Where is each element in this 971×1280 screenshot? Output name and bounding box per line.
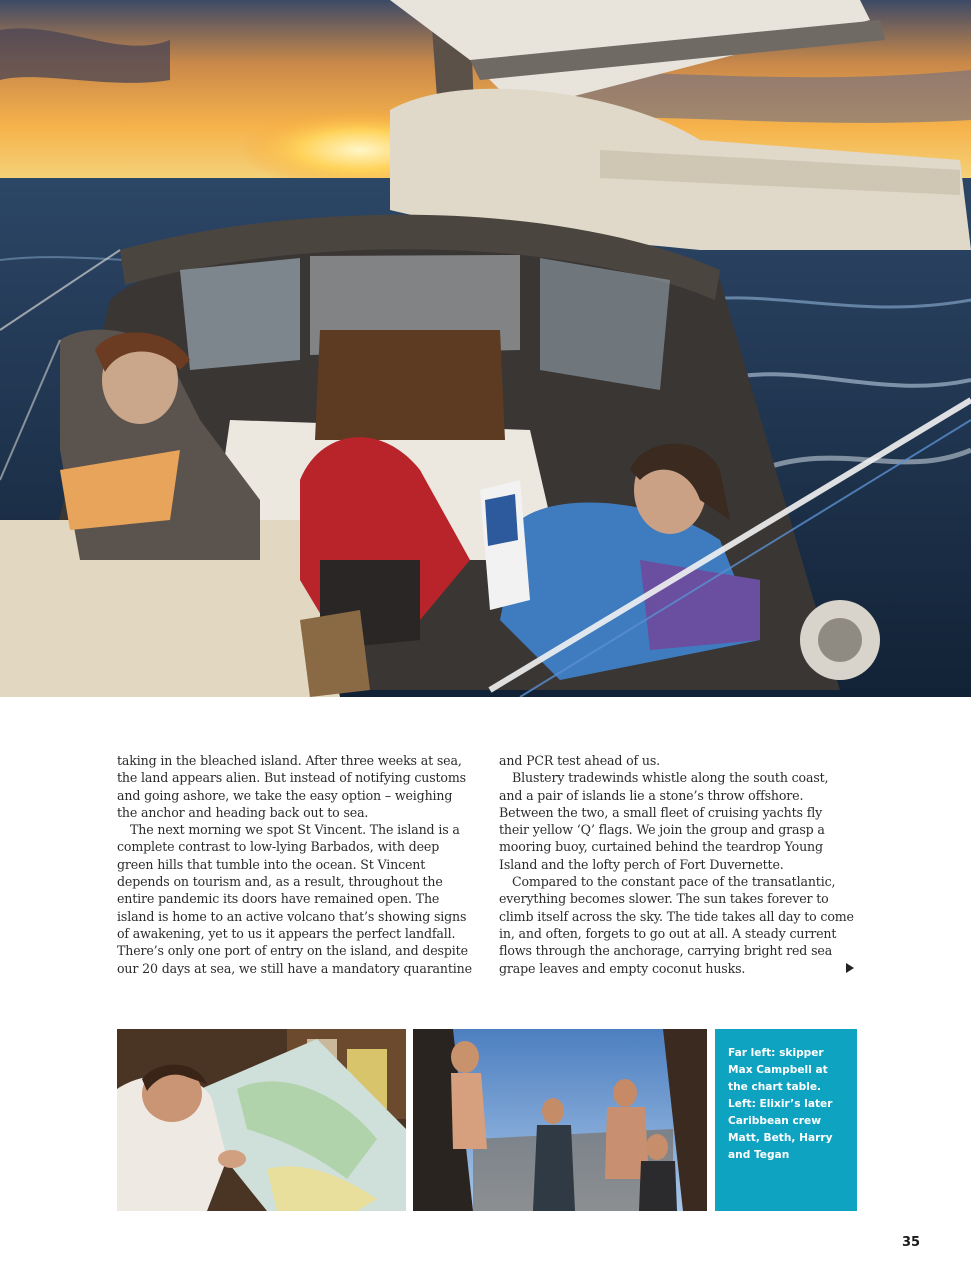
chart-table-image — [117, 1029, 406, 1211]
chart-table-photo — [117, 1029, 406, 1211]
crew-image — [413, 1029, 707, 1211]
caption-box — [715, 1029, 857, 1211]
article-column-left — [117, 752, 473, 977]
continue-arrow-icon — [846, 963, 854, 973]
paragraph: The next morning we spot St Vincent. The island is a complete contrast to low-lying Barbados, with deep green hills that tumble into the ocean. St Vincent depends on tourism and, as a result, throughout the entire pandemic its doors have remained open. The island is home to an active volcano that’s showing signs of awakening, yet to us it appears the perfect landfall. There’s only one port of entry on the island, and despite our 20 days at sea, we still have a mandatory quarantine — [117, 822, 472, 976]
paragraph: and PCR test ahead of us. — [499, 753, 661, 768]
crew-photo — [413, 1029, 707, 1211]
paragraph: taking in the bleached island. After three weeks at sea, the land appears alien. But instead of notifying customs and going ashore, we take the easy option – weighing the anchor and heading back out to sea. — [117, 753, 466, 820]
page-number: 35 — [902, 1235, 921, 1250]
paragraph: Compared to the constant pace of the transatlantic, everything becomes slower. The sun takes forever to climb itself across the sky. The tide takes all day to come in, and often, forgets to go out at all. A steady current flows through the anchorage, carrying bright red sea grape leaves and empty coconut husks. — [499, 874, 854, 976]
article-column-right — [499, 752, 855, 977]
photo-caption: Far left: skipper Max Campbell at the chart table. Left: Elixir’s later Caribbean crew Matt, Beth, Harry and Tegan — [728, 1047, 833, 1161]
paragraph: Blustery tradewinds whistle along the south coast, and a pair of islands lie a stone’s throw offshore. Between the two, a small fleet of cruising yachts fly their yellow ‘Q’ flags. We join the group and grasp a mooring buoy, curtained behind the teardrop Young Island and the lofty perch of Fort Duvernette. — [499, 770, 829, 872]
